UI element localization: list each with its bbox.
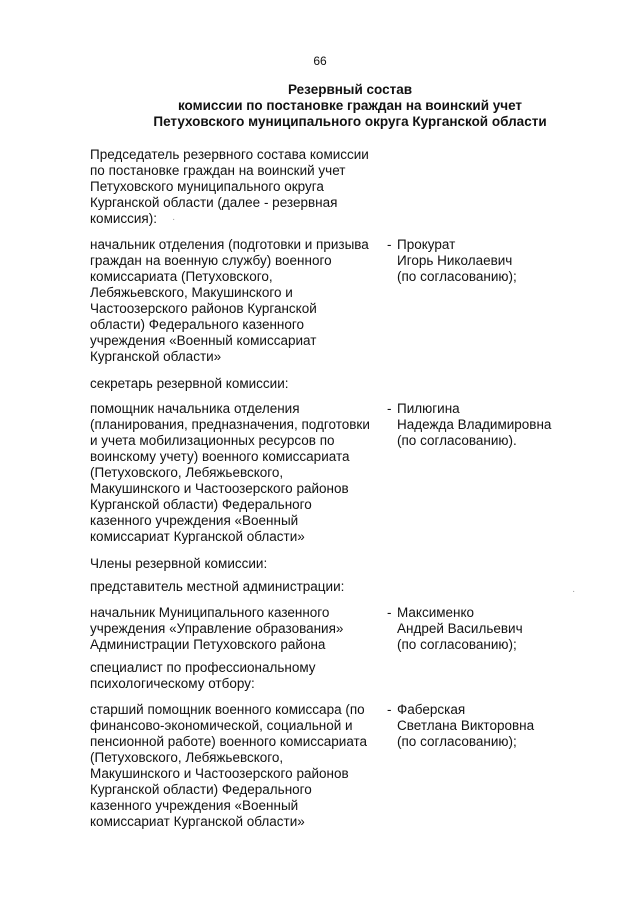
title-line-3: Петуховского муниципального округа Курганской области <box>153 114 547 129</box>
local-admin-heading: представитель местной администрации: <box>90 579 345 594</box>
secretary-heading: секретарь резервной комиссии: <box>90 376 289 391</box>
members-heading: Члены резервной комиссии: <box>90 556 268 571</box>
specialist-heading: специалист по профессиональному психологическому отбору: <box>90 660 316 691</box>
scan-speck: · <box>572 586 576 597</box>
title-line-2: комиссии по постановке граждан на воинский учет <box>177 98 523 113</box>
member-position: начальник Муниципального казенного учреждения «Управление образования» Администрации Петуховского района <box>90 605 344 652</box>
member-position: начальник отделения (подготовки и призыва граждан на военную службу) военного комиссариата (Петуховского, Лебяжьевского, Макушинского и Частоозерского районов Курганской области) Федерального казенного учреждения «Военный комиссариат Курганской области» <box>90 237 369 364</box>
member-position: старший помощник военного комиссара (по финансово-экономической, социальной и пенсионной работе) военного комиссариата (Петуховского, Лебяжьевского, Макушинского и Частоозерского районов Курганской области) Федерального казенного учреждения «Военный комиссариат Курганской области» <box>90 702 368 829</box>
page-number: 66 <box>313 54 327 68</box>
scan-speck: · <box>172 214 176 225</box>
document-title <box>0 82 640 130</box>
member-position: помощник начальника отделения (планирования, предназначения, подготовки и учета мобилизационных ресурсов по воинскому учету) военного комиссариата (Петуховского, Лебяжьевского, Макушинского и Частоозерского районов Курганской области) Федерального казенного учреждения «Военный комиссариат Курганской области» <box>90 401 370 544</box>
title-line-1: Резервный состав <box>288 82 412 97</box>
chairman-heading: Председатель резервного состава комиссии по постановке граждан на воинский учет Петуховского муниципального округа Курганской области (далее - резервная комиссия): <box>90 147 369 226</box>
